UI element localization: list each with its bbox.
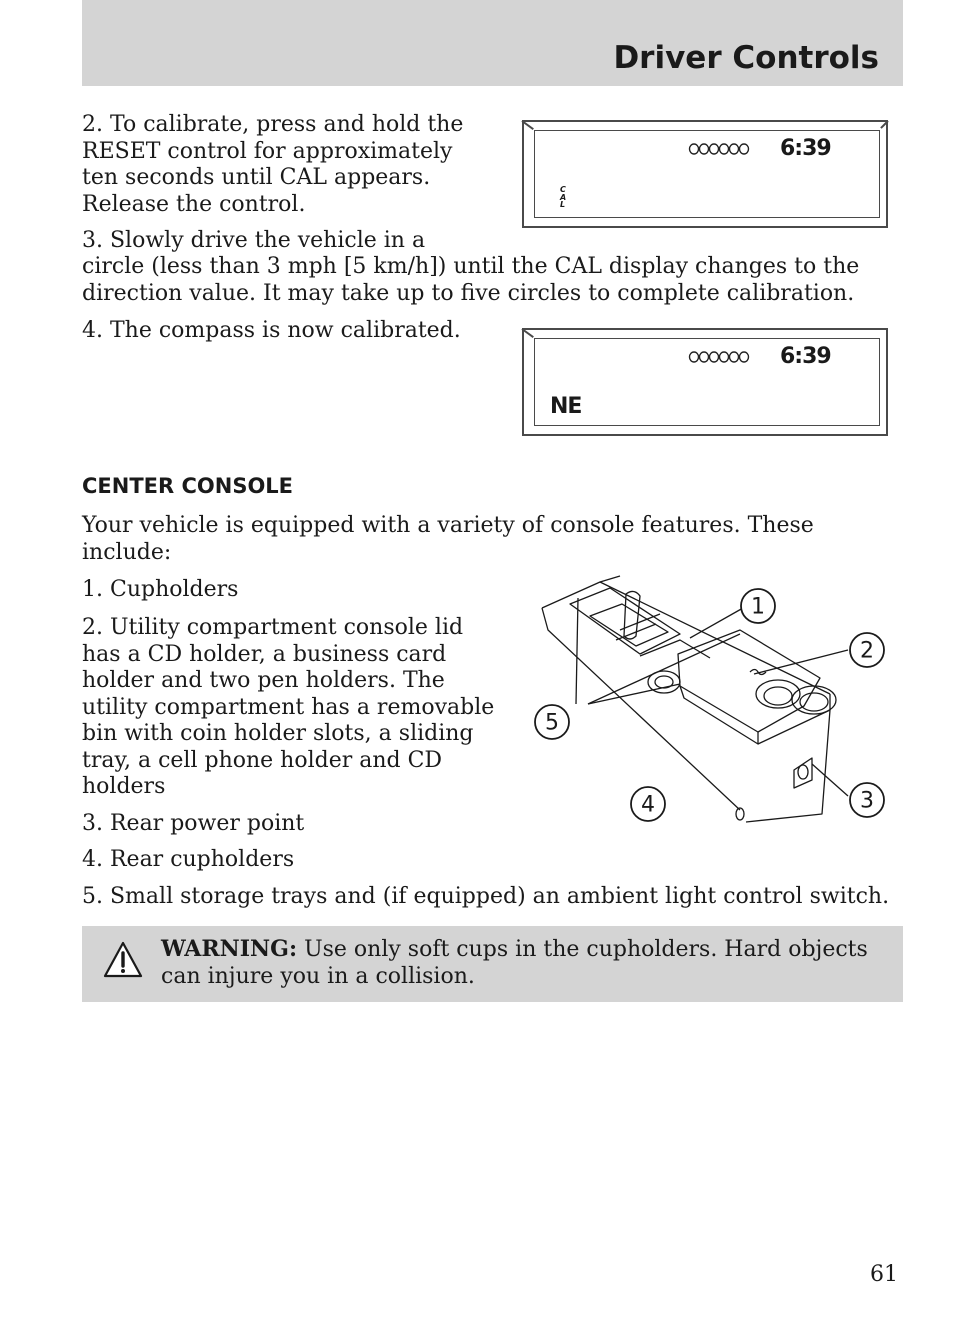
compass-display-cal xyxy=(522,120,888,228)
warning-text xyxy=(161,936,881,990)
display-cal-indicator: C A L xyxy=(560,185,567,209)
step-4-text: 4. The compass is now calibrated. xyxy=(82,318,461,343)
step-2-text: 2. To calibrate, press and hold the RESET control for approximately ten seconds until CAL appears. Release the control. xyxy=(82,112,464,217)
page-number: 61 xyxy=(870,1262,898,1287)
center-console-illustration xyxy=(530,574,900,840)
callout-4: 4 xyxy=(641,792,655,818)
warning-box xyxy=(82,926,903,1002)
console-item-2: 2. Utility compartment console lid has a CD holder, a business card holder and two pen holders. The utility compartment has a removable bin with coin holder slots, a sliding tray, a cell phone holder and CD holders xyxy=(82,615,495,799)
step-3-text-b: circle (less than 3 mph [5 km/h]) until the CAL display changes to the direction value. It may take up to five circles to complete calibration. xyxy=(82,254,860,306)
callout-2: 2 xyxy=(860,638,874,664)
callout-3: 3 xyxy=(860,788,874,814)
step-3-text-a: 3. Slowly drive the vehicle in a xyxy=(82,228,426,253)
callout-1: 1 xyxy=(751,594,765,620)
display-time: 6:39 xyxy=(780,344,831,369)
display-time: 6:39 xyxy=(780,136,831,161)
compass-display-direction xyxy=(522,328,888,436)
console-intro: Your vehicle is equipped with a variety of console features. These include: xyxy=(82,513,814,565)
section-heading: CENTER CONSOLE xyxy=(82,474,294,498)
console-item-3: 3. Rear power point xyxy=(82,811,305,836)
display-direction: NE xyxy=(550,394,582,419)
signal-dots-icon xyxy=(688,350,758,364)
signal-dots-icon xyxy=(688,142,758,156)
section-title: Driver Controls xyxy=(613,40,879,76)
console-item-1: 1. Cupholders xyxy=(82,577,239,602)
warning-body: Use only soft cups in the cupholders. Hard objects can injure you in a collision. xyxy=(161,937,868,989)
warning-label: WARNING: xyxy=(161,936,298,962)
console-item-4: 4. Rear cupholders xyxy=(82,847,295,872)
page-header xyxy=(82,0,903,86)
warning-triangle-icon xyxy=(102,940,144,980)
callout-5: 5 xyxy=(545,710,559,736)
console-item-5: 5. Small storage trays and (if equipped) an ambient light control switch. xyxy=(82,884,890,909)
